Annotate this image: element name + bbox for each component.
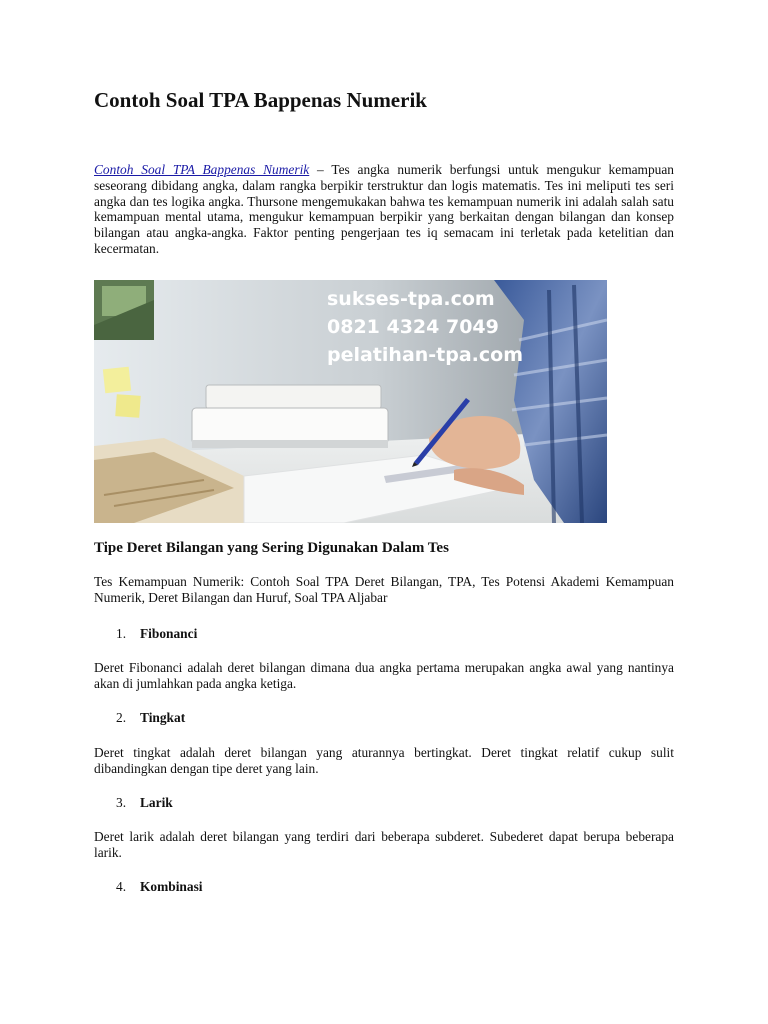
hero-image: [94, 280, 607, 523]
list-item-number: 3.: [116, 795, 127, 810]
list-item-label: Larik: [140, 795, 173, 810]
list-item: [116, 795, 173, 811]
list-item-description: Deret tingkat adalah deret bilangan yang aturannya bertingkat. Deret tingkat relatif cukup sulit dibandingkan dengan tipe deret yang lain.: [94, 745, 674, 776]
list-item-description: Deret larik adalah deret bilangan yang terdiri dari beberapa subderet. Subederet dapat berupa beberapa larik.: [94, 829, 674, 860]
watermark-line-1: sukses-tpa.com: [327, 288, 495, 310]
list-item-number: 4.: [116, 879, 127, 894]
watermark-line-2: 0821 4324 7049: [327, 316, 499, 338]
list-item-label: Fibonanci: [140, 626, 198, 641]
list-item: [116, 710, 185, 726]
list-item: [116, 626, 197, 642]
intro-link[interactable]: Contoh Soal TPA Bappenas Numerik: [94, 162, 310, 177]
section-heading: Tipe Deret Bilangan yang Sering Digunakan Dalam Tes: [94, 540, 449, 556]
intro-paragraph: [94, 162, 674, 257]
hero-photo-illustration: [94, 280, 607, 523]
list-item: [116, 879, 203, 895]
list-item-label: Tingkat: [140, 710, 186, 725]
tags-paragraph: Tes Kemampuan Numerik: Contoh Soal TPA Deret Bilangan, TPA, Tes Potensi Akademi Kemampuan Numerik, Deret Bilangan dan Huruf, Soal TPA Aljabar: [94, 574, 674, 605]
list-item-number: 1.: [116, 626, 127, 641]
watermark-line-3: pelatihan-tpa.com: [327, 344, 524, 366]
list-item-label: Kombinasi: [140, 879, 203, 894]
list-item-number: 2.: [116, 710, 127, 725]
page-title: Contoh Soal TPA Bappenas Numerik: [94, 88, 427, 112]
intro-text: – Tes angka numerik berfungsi untuk mengukur kemampuan seseorang dibidang angka, dalam rangka berpikir terstruktur dan logis matematis. Tes ini meliputi tes seri angka dan tes logika angka. Thursone mengemukakan bahwa tes kemampuan numerik ini adalah salah satu kemampuan mental utama, mengukur kemampuan berpikir yang berkaitan dengan bilangan dan konsep bilangan atau angka-angka. Faktor penting pengerjaan tes iq semacam ini terletak pada ketelitian dan kecermatan.: [94, 162, 674, 256]
list-item-description: Deret Fibonanci adalah deret bilangan dimana dua angka pertama merupakan angka awal yang nantinya akan di jumlahkan pada angka ketiga.: [94, 660, 674, 691]
